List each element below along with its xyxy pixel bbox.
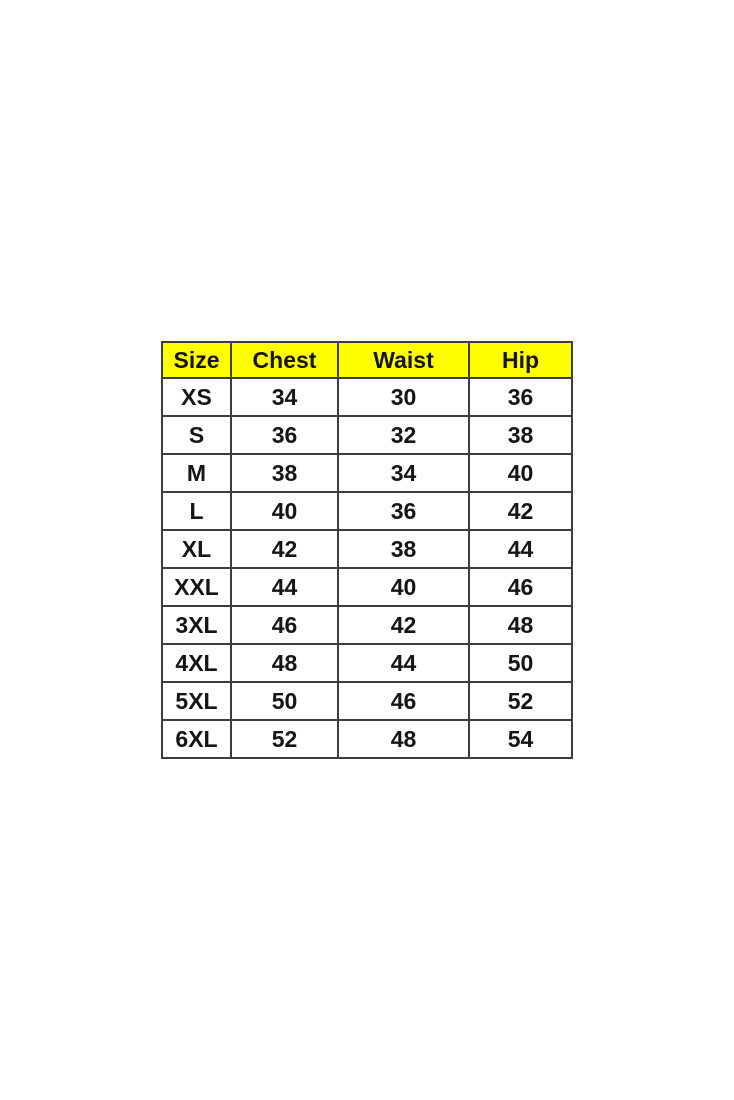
table-row-xs xyxy=(162,378,572,416)
table-row-s xyxy=(162,416,572,454)
cell-chest: 48 xyxy=(231,644,338,682)
cell-size: 5XL xyxy=(162,682,231,720)
cell-hip: 36 xyxy=(469,378,572,416)
cell-size: S xyxy=(162,416,231,454)
cell-chest: 40 xyxy=(231,492,338,530)
cell-chest: 50 xyxy=(231,682,338,720)
cell-waist: 30 xyxy=(338,378,469,416)
table-row-6xl xyxy=(162,720,572,758)
header-row xyxy=(162,342,572,378)
cell-hip: 48 xyxy=(469,606,572,644)
cell-size: XXL xyxy=(162,568,231,606)
cell-waist: 40 xyxy=(338,568,469,606)
header-chest: Chest xyxy=(231,342,338,378)
table-row-3xl xyxy=(162,606,572,644)
cell-waist: 46 xyxy=(338,682,469,720)
cell-chest: 38 xyxy=(231,454,338,492)
header-hip: Hip xyxy=(469,342,572,378)
table-row-4xl xyxy=(162,644,572,682)
cell-size: L xyxy=(162,492,231,530)
cell-hip: 44 xyxy=(469,530,572,568)
cell-waist: 34 xyxy=(338,454,469,492)
header-waist: Waist xyxy=(338,342,469,378)
cell-hip: 50 xyxy=(469,644,572,682)
cell-chest: 46 xyxy=(231,606,338,644)
cell-waist: 38 xyxy=(338,530,469,568)
size-chart-table xyxy=(161,341,573,759)
cell-hip: 46 xyxy=(469,568,572,606)
cell-size: 4XL xyxy=(162,644,231,682)
cell-hip: 52 xyxy=(469,682,572,720)
cell-waist: 42 xyxy=(338,606,469,644)
cell-size: M xyxy=(162,454,231,492)
cell-chest: 34 xyxy=(231,378,338,416)
cell-waist: 32 xyxy=(338,416,469,454)
cell-hip: 42 xyxy=(469,492,572,530)
cell-hip: 38 xyxy=(469,416,572,454)
table-row-5xl xyxy=(162,682,572,720)
table-row-xxl xyxy=(162,568,572,606)
cell-waist: 44 xyxy=(338,644,469,682)
cell-chest: 42 xyxy=(231,530,338,568)
cell-hip: 54 xyxy=(469,720,572,758)
cell-size: XS xyxy=(162,378,231,416)
table-row-l xyxy=(162,492,572,530)
cell-size: XL xyxy=(162,530,231,568)
table-row-m xyxy=(162,454,572,492)
cell-size: 6XL xyxy=(162,720,231,758)
header-size: Size xyxy=(162,342,231,378)
cell-hip: 40 xyxy=(469,454,572,492)
cell-chest: 52 xyxy=(231,720,338,758)
cell-chest: 44 xyxy=(231,568,338,606)
cell-waist: 48 xyxy=(338,720,469,758)
cell-size: 3XL xyxy=(162,606,231,644)
cell-waist: 36 xyxy=(338,492,469,530)
cell-chest: 36 xyxy=(231,416,338,454)
table-row-xl xyxy=(162,530,572,568)
